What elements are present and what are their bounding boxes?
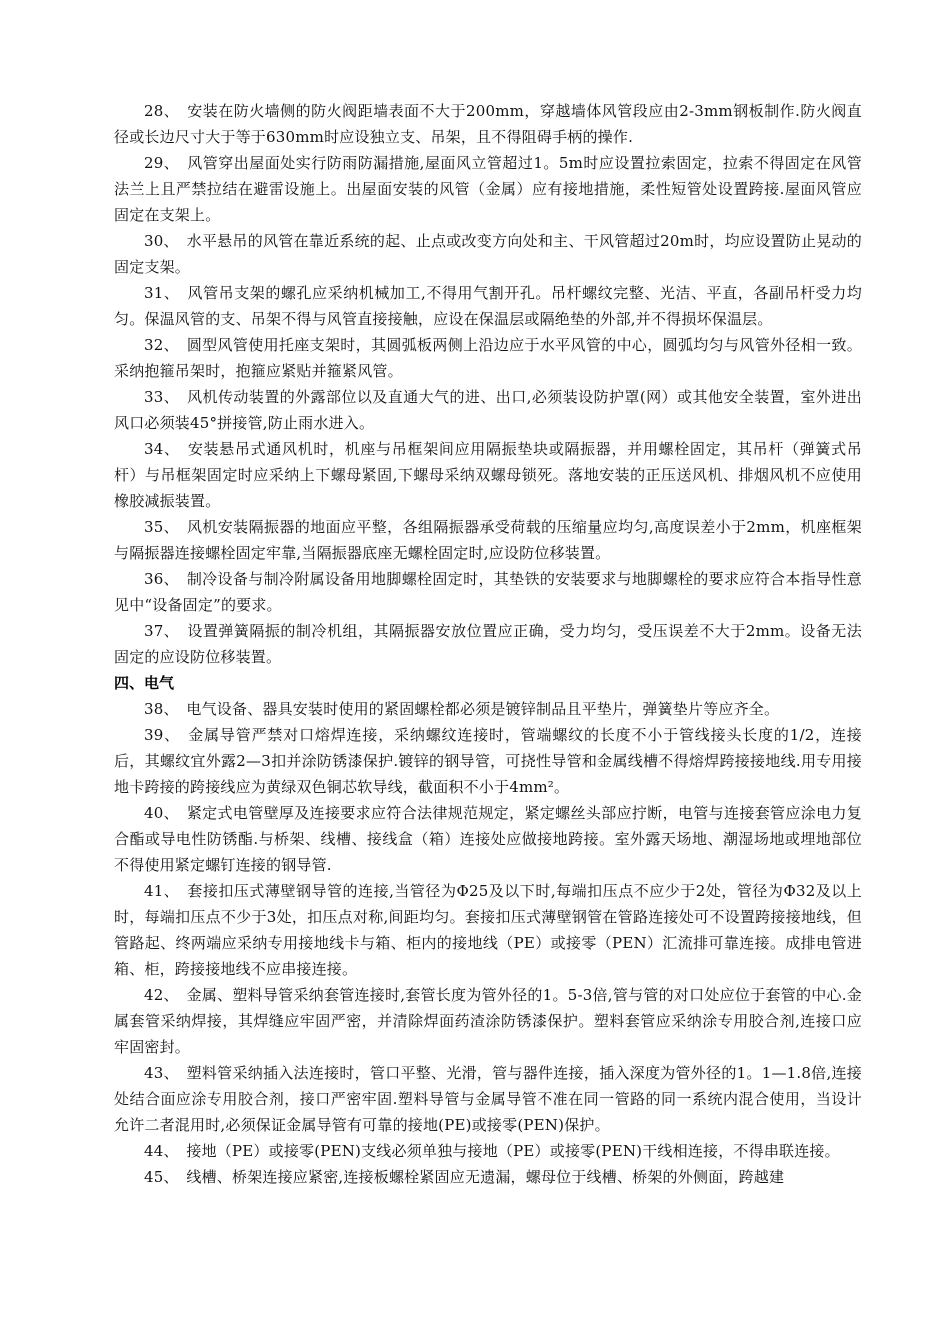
paragraph-38: 38、 电气设备、器具安装时使用的紧固螺栓都必须是镀锌制品且平垫片，弹簧垫片等应齐全。 [144, 700, 780, 718]
paragraph-45: 45、 线槽、桥架连接应紧密,连接板螺栓紧固应无遗漏，螺母位于线槽、桥架的外侧面，跨越建 [144, 1168, 785, 1186]
paragraph-29: 29、 风管穿出屋面处实行防雨防漏措施,屋面风立管超过1。5m时应设置拉索固定，拉索不得固定在风管法兰上且严禁拉结在避雷设施上。出屋面安装的风管（金属）应有接地措施，柔性短管处设置跨接.屋面风管应固定在支架上。 [114, 154, 862, 224]
paragraph-44: 44、 接地（PE）或接零(PEN)支线必须单独与接地（PE）或接零(PEN)干线相连接，不得串联连接。 [144, 1142, 840, 1160]
paragraph-43: 43、 塑料管采纳插入法连接时，管口平整、光滑，管与器件连接，插入深度为管外径的1。1—1.8倍,连接处结合面应涂专用胶合剂，接口严密牢固.塑料导管与金属导管不准在同一管路的同一系统内混合使用，当设计允许二者混用时,必须保证金属导管有可靠的接地(PE)或接零(PEN)保护。 [114, 1064, 862, 1134]
paragraph-42: 42、 金属、塑料导管采纳套管连接时,套管长度为管外径的1。5-3倍,管与管的对口处应位于套管的中心.金属套管采纳焊接，其焊缝应牢固严密，并清除焊面药渣涂防锈漆保护。塑料套管应采纳涂专用胶合剂,连接口应牢固密封。 [114, 986, 862, 1056]
section-heading-electrical: 四、电气 [114, 674, 175, 692]
paragraph-36: 36、 制冷设备与制冷附属设备用地脚螺栓固定时，其垫铁的安装要求与地脚螺栓的要求应符合本指导性意见中“设备固定”的要求。 [114, 570, 862, 614]
paragraph-40: 40、 紧定式电管壁厚及连接要求应符合法律规范规定，紧定螺丝头部应拧断，电管与连接套管应涂电力复合酯或导电性防锈酯.与桥架、线槽、接线盒（箱）连接处应做接地跨接。室外露天场地、潮湿场地或埋地部位不得使用紧定螺钉连接的钢导管. [114, 804, 862, 874]
paragraph-32: 32、 圆型风管使用托座支架时，其圆弧板两侧上沿边应于水平风管的中心，圆弧均匀与风管外径相一致。采纳抱箍吊架时，抱箍应紧贴并箍紧风管。 [114, 336, 862, 380]
paragraph-28: 28、 安装在防火墙侧的防火阀距墙表面不大于200mm，穿越墙体风管段应由2-3mm钢板制作.防火阀直径或长边尺寸大于等于630mm时应设独立支、吊架，且不得阻碍手柄的操作. [114, 102, 862, 146]
paragraph-34: 34、 安装悬吊式通风机时，机座与吊框架间应用隔振垫块或隔振器，并用螺栓固定，其吊杆（弹簧式吊杆）与吊框架固定时应采纳上下螺母紧固,下螺母采纳双螺母锁死。落地安装的正压送风机、排烟风机不应使用橡胶减振装置。 [114, 440, 862, 510]
paragraph-35: 35、 风机安装隔振器的地面应平整，各组隔振器承受荷载的压缩量应均匀,高度误差小于2mm，机座框架与隔振器连接螺栓固定牢靠,当隔振器底座无螺栓固定时,应设防位移装置。 [114, 518, 862, 562]
paragraph-37: 37、 设置弹簧隔振的制冷机组，其隔振器安放位置应正确，受力均匀，受压误差不大于2mm。设备无法固定的应设防位移装置。 [114, 622, 862, 666]
paragraph-39: 39、 金属导管严禁对口熔焊连接，采纳螺纹连接时，管端螺纹的长度不小于管线接头长度的1/2，连接后，其螺纹宜外露2—3扣并涂防锈漆保护.镀锌的钢导管，可挠性导管和金属线槽不得熔焊跨接接地线.用专用接地卡跨接的跨接线应为黄绿双色铜芯软导线，截面积不小于4mm²。 [114, 726, 862, 796]
paragraph-33: 33、 风机传动装置的外露部位以及直通大气的进、出口,必须装设防护罩(网）或其他安全装置，室外进出风口必须装45°拼接管,防止雨水进入。 [114, 388, 862, 432]
paragraph-31: 31、 风管吊支架的螺孔应采纳机械加工,不得用气割开孔。吊杆螺纹完整、光洁、平直，各副吊杆受力均匀。保温风管的支、吊架不得与风管直接接触，应设在保温层或隔绝垫的外部,并不得损坏保温层。 [114, 284, 862, 328]
document-body [114, 98, 862, 1190]
paragraph-41: 41、 套接扣压式薄壁钢导管的连接,当管径为Φ25及以下时,每端扣压点不应少于2处，管径为Φ32及以上时，每端扣压点不少于3处，扣压点对称,间距均匀。套接扣压式薄壁钢管在管路连接处可不设置跨接接地线，但管路起、终两端应采纳专用接地线卡与箱、柜内的接地线（PE）或接零（PEN）汇流排可靠连接。成排电管进箱、柜，跨接接地线不应串接连接。 [114, 882, 862, 978]
paragraph-30: 30、 水平悬吊的风管在靠近系统的起、止点或改变方向处和主、干风管超过20m时，均应设置防止晃动的固定支架。 [114, 232, 862, 276]
